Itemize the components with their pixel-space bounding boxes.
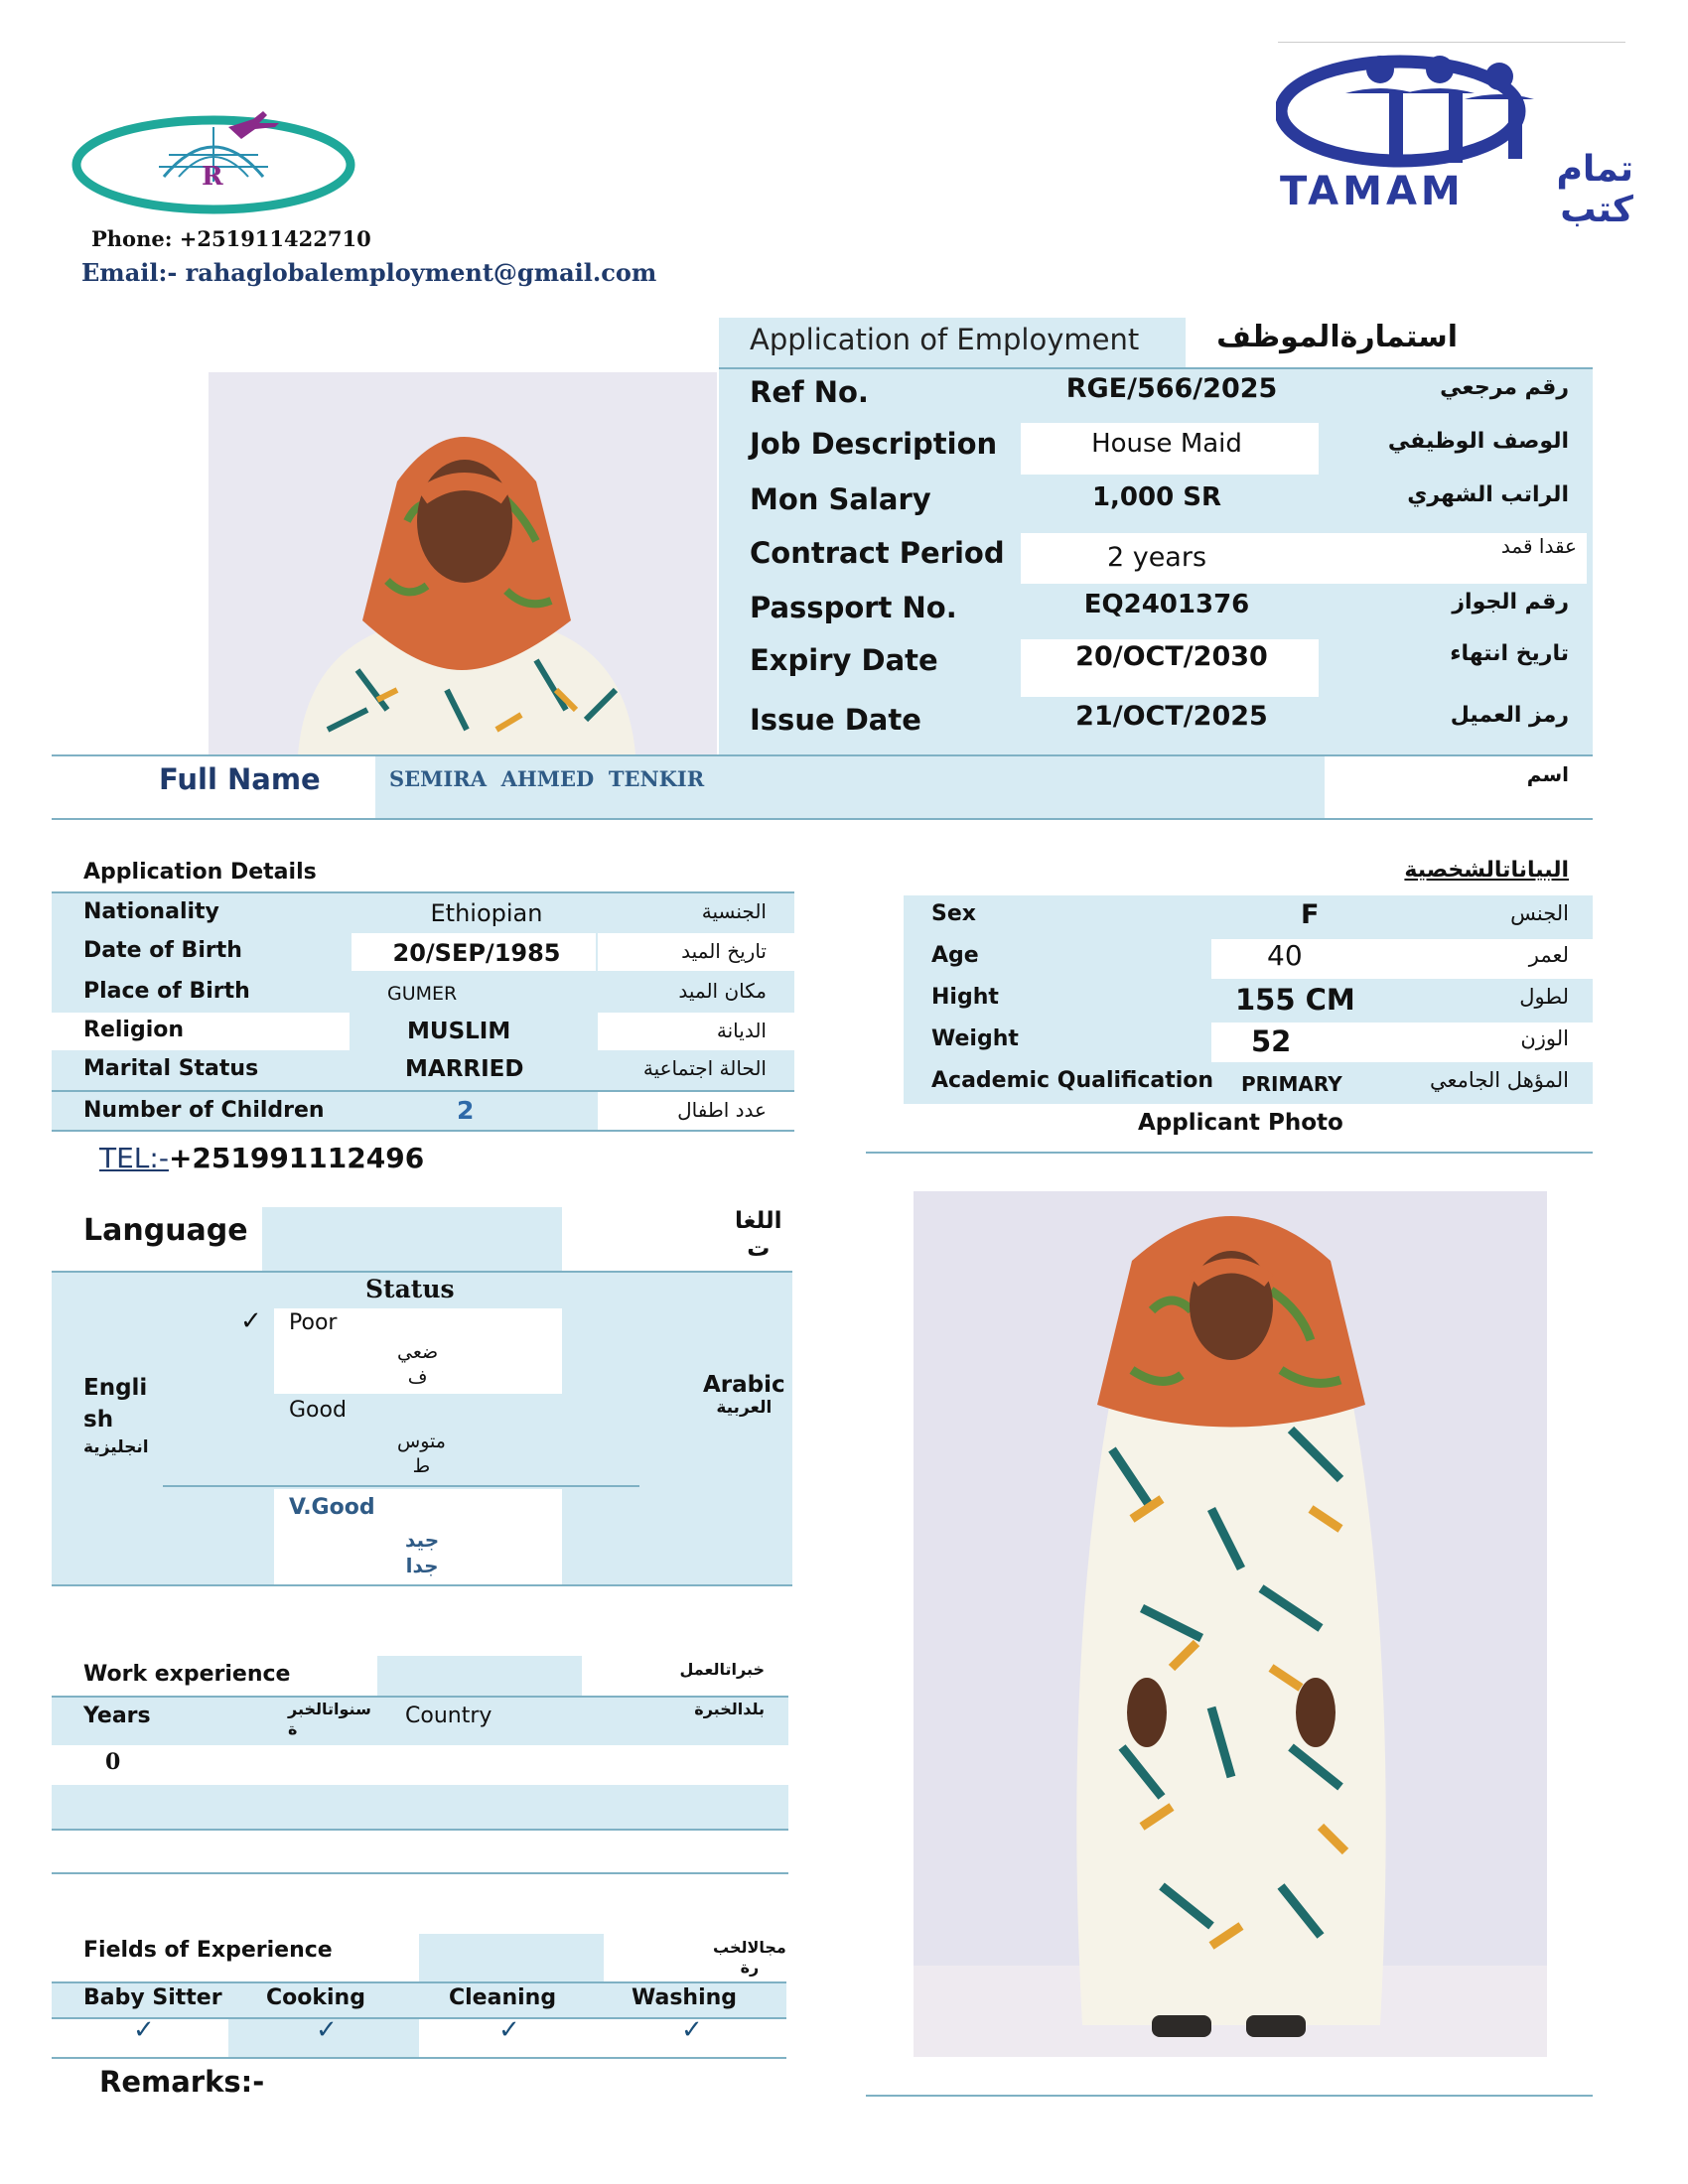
phone-text: Phone: +251911422710 (91, 226, 371, 251)
level-good-ar: متوس ط (397, 1431, 446, 1477)
form-title-ar: استمارةالموظف (1216, 320, 1458, 354)
applicant-portrait-photo (209, 372, 717, 754)
height-value: 155 CM (1235, 983, 1355, 1017)
level-vgood: V.Good (289, 1495, 375, 1520)
field-washing: Washing (632, 1985, 738, 2010)
english-ar: انجليزية (83, 1437, 149, 1457)
weight-ar: الوزن (1520, 1026, 1569, 1050)
field-baby-sitter: Baby Sitter (83, 1985, 222, 2010)
applicant-photo-caption: Applicant Photo (1138, 1110, 1343, 1136)
height-label: Hight (931, 985, 999, 1010)
poor-checkmark-icon: ✓ (240, 1306, 262, 1336)
work-experience-heading: Work experience (83, 1662, 291, 1687)
job-description-value: House Maid (1091, 429, 1242, 459)
baby-sitter-checkmark-icon: ✓ (133, 2015, 155, 2045)
issue-date-value: 21/OCT/2025 (1075, 701, 1268, 732)
date-of-birth-label: Date of Birth (83, 938, 242, 963)
country-ar: بلدالخبرة (694, 1700, 765, 1718)
issue-date-label: Issue Date (750, 703, 921, 737)
level-poor: Poor (289, 1310, 338, 1335)
religion-value: MUSLIM (407, 1019, 511, 1044)
age-value: 40 (1267, 939, 1303, 972)
tamam-logo-ar: تمام كتب (1556, 149, 1633, 230)
passport-no-value: EQ2401376 (1083, 590, 1250, 619)
children-label: Number of Children (83, 1098, 325, 1123)
field-cleaning: Cleaning (449, 1985, 557, 2010)
tamam-logo-en: TAMAM (1280, 169, 1465, 214)
height-ar: لطول (1519, 985, 1569, 1009)
date-of-birth-ar: تاريخ الميد (681, 939, 767, 963)
nationality-ar: الجنسية (701, 899, 767, 923)
language-heading-ar-line2: ت (747, 1236, 771, 1262)
passport-no-ar: رقم الجواز (1452, 590, 1569, 614)
language-status-label: Status (365, 1275, 455, 1303)
salary-ar: الراتب الشهري (1407, 482, 1569, 507)
tamam-logo (1276, 42, 1633, 230)
level-good: Good (289, 1398, 347, 1423)
qualification-value: PRIMARY (1241, 1072, 1342, 1096)
qualification-ar: المؤهل الجامعي (1430, 1068, 1569, 1092)
agency-logo-letter: R (202, 162, 223, 192)
email-text: Email:- rahaglobalemployment@gmail.com (81, 258, 657, 287)
contract-period-label: Contract Period (750, 536, 1005, 570)
weight-label: Weight (931, 1026, 1019, 1051)
telephone-prefix: TEL:- (99, 1142, 169, 1174)
years-label: Years (83, 1704, 151, 1728)
job-description-ar: الوصف الوظيفي (1387, 429, 1569, 454)
form-title: Application of Employment (750, 323, 1140, 356)
years-ar: سنواتالخبر ة (288, 1700, 371, 1738)
agency-logo (70, 107, 367, 226)
age-label: Age (931, 943, 979, 968)
children-ar: عدد اطفال (677, 1098, 767, 1122)
salary-value: 1,000 SR (1091, 482, 1222, 512)
job-description-label: Job Description (750, 427, 998, 461)
issue-date-ar: رمز العميل (1450, 703, 1569, 728)
personal-heading-ar: البياناتالشخصية (1404, 858, 1569, 883)
marital-status-value: MARRIED (405, 1056, 524, 1082)
salary-label: Mon Salary (750, 482, 931, 516)
language-heading-ar (735, 1207, 782, 1263)
age-ar: لعمر (1528, 943, 1569, 967)
passport-no-label: Passport No. (750, 591, 957, 624)
cleaning-checkmark-icon: ✓ (498, 2015, 520, 2045)
full-name-value: SEMIRA AHMED TENKIR (389, 766, 705, 791)
children-value: 2 (457, 1096, 475, 1125)
level-vgood-ar: جيد جدا (405, 1528, 440, 1577)
expiry-date-label: Expiry Date (750, 643, 938, 677)
level-poor-ar: ضعي ف (397, 1341, 439, 1388)
ref-no-value: RGE/566/2025 (1065, 373, 1278, 404)
telephone-number: +251991112496 (168, 1142, 425, 1174)
place-of-birth-label: Place of Birth (83, 979, 250, 1004)
cooking-checkmark-icon: ✓ (316, 2015, 338, 2045)
arabic-ar: العربية (716, 1398, 773, 1418)
sex-ar: الجنس (1510, 901, 1569, 925)
place-of-birth-value: GUMER (387, 983, 458, 1005)
marital-status-ar: الحالة اجتماعية (642, 1056, 767, 1080)
full-name-ar: اسم (1526, 762, 1569, 786)
ref-no-ar: رقم مرجعي (1440, 375, 1569, 400)
weight-value: 52 (1251, 1024, 1292, 1058)
remarks-label: Remarks:- (99, 2065, 265, 2099)
sex-value: F (1301, 899, 1320, 930)
fields-of-experience-heading: Fields of Experience (83, 1938, 333, 1963)
date-of-birth-value: 20/SEP/1985 (392, 939, 561, 967)
years-value: 0 (105, 1749, 121, 1775)
application-details-heading: Application Details (83, 860, 317, 885)
country-label: Country (405, 1704, 492, 1728)
arabic-label: Arabic العربية (703, 1372, 785, 1418)
washing-checkmark-icon: ✓ (681, 2015, 703, 2045)
language-heading-ar-line1: اللغا (735, 1208, 782, 1234)
contract-period-ar: عقدا قمد (1500, 534, 1577, 558)
applicant-full-body-photo (914, 1191, 1547, 2057)
fields-of-experience-ar: مجالالخب رة (713, 1938, 786, 1977)
telephone (99, 1142, 424, 1174)
full-name-label: Full Name (159, 762, 321, 796)
english-label: Engli sh انجليزية (83, 1375, 149, 1457)
work-experience-ar: خبراتالعمل (679, 1660, 765, 1679)
expiry-date-value: 20/OCT/2030 (1075, 641, 1268, 672)
nationality-value: Ethiopian (430, 899, 543, 927)
marital-status-label: Marital Status (83, 1056, 259, 1081)
nationality-label: Nationality (83, 899, 219, 924)
religion-ar: الديانة (716, 1019, 767, 1042)
contract-period-value: 2 years (1106, 542, 1207, 573)
ref-no-label: Ref No. (750, 375, 869, 409)
field-cooking: Cooking (266, 1985, 365, 2010)
expiry-date-ar: تاريخ انتهاء (1450, 641, 1569, 666)
qualification-label: Academic Qualification (931, 1068, 1214, 1093)
religion-label: Religion (83, 1018, 185, 1042)
place-of-birth-ar: مكان الميد (678, 979, 767, 1003)
language-heading: Language (83, 1213, 248, 1248)
sex-label: Sex (931, 901, 976, 926)
